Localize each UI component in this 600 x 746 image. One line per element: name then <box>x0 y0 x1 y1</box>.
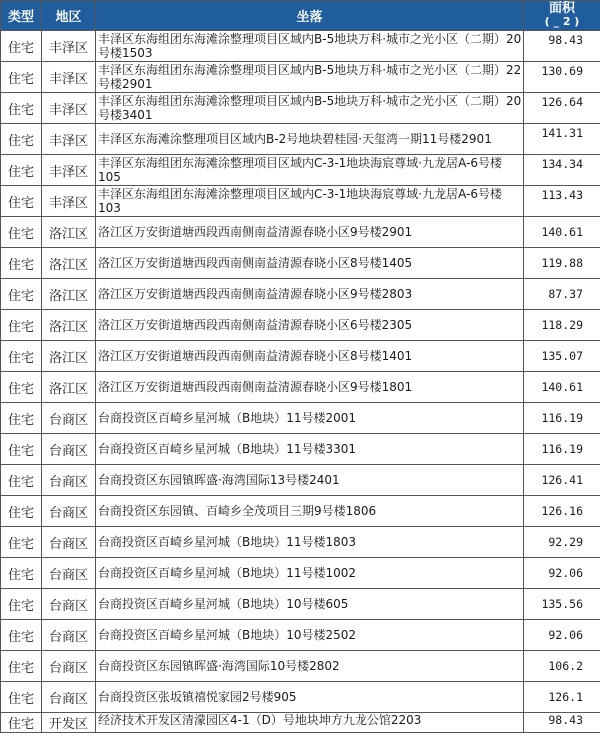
table-row <box>1 186 600 217</box>
cell-location: 洛江区万安街道塘西段西南侧南益清源春晓小区8号楼1401 <box>96 341 524 372</box>
cell-location: 台商投资区东园镇、百崎乡全茂项目三期9号楼1806 <box>96 496 524 527</box>
cell-area: 119.88 <box>524 248 600 279</box>
cell-district: 洛江区 <box>42 372 96 403</box>
table-row <box>1 620 600 651</box>
cell-type: 住宅 <box>1 186 42 217</box>
cell-location: 台商投资区东园镇晖盛·海湾国际10号楼2802 <box>96 651 524 682</box>
cell-location: 洛江区万安街道塘西段西南侧南益清源春晓小区9号楼2803 <box>96 279 524 310</box>
cell-district: 开发区 <box>42 713 96 733</box>
table-row <box>1 279 600 310</box>
cell-district: 台商区 <box>42 496 96 527</box>
cell-area: 140.61 <box>524 217 600 248</box>
cell-type: 住宅 <box>1 527 42 558</box>
table-row <box>1 434 600 465</box>
cell-area: 126.1 <box>524 682 600 713</box>
cell-district: 洛江区 <box>42 310 96 341</box>
cell-area: 126.41 <box>524 465 600 496</box>
cell-district: 丰泽区 <box>42 62 96 93</box>
header-area <box>524 1 600 31</box>
table-row <box>1 403 600 434</box>
header-row <box>1 1 600 31</box>
cell-type: 住宅 <box>1 372 42 403</box>
cell-district: 丰泽区 <box>42 155 96 186</box>
cell-district: 洛江区 <box>42 248 96 279</box>
cell-type: 住宅 <box>1 341 42 372</box>
cell-area: 135.07 <box>524 341 600 372</box>
cell-type: 住宅 <box>1 155 42 186</box>
cell-area: 98.43 <box>524 713 600 733</box>
cell-district: 丰泽区 <box>42 31 96 62</box>
cell-location: 丰泽区东海组团东海滩涂整理项目区域内C-3-1地块海宸尊域·九龙居A-6号楼103 <box>96 186 524 217</box>
header-location: 坐落 <box>96 1 524 31</box>
cell-district: 台商区 <box>42 651 96 682</box>
cell-location: 台商投资区百崎乡星河城（B地块）11号楼1803 <box>96 527 524 558</box>
table-row <box>1 558 600 589</box>
cell-area: 140.61 <box>524 372 600 403</box>
cell-type: 住宅 <box>1 62 42 93</box>
cell-location: 洛江区万安街道塘西段西南侧南益清源春晓小区6号楼2305 <box>96 310 524 341</box>
table-row <box>1 372 600 403</box>
cell-area: 87.37 <box>524 279 600 310</box>
cell-type: 住宅 <box>1 248 42 279</box>
header-area-unit: ( _ 2 ) <box>544 15 580 28</box>
cell-type: 住宅 <box>1 713 42 733</box>
cell-area: 113.43 <box>524 186 600 217</box>
table-row <box>1 465 600 496</box>
cell-type: 住宅 <box>1 620 42 651</box>
cell-type: 住宅 <box>1 403 42 434</box>
table-row <box>1 496 600 527</box>
cell-location: 台商投资区百崎乡星河城（B地块）10号楼605 <box>96 589 524 620</box>
cell-type: 住宅 <box>1 434 42 465</box>
cell-location: 台商投资区张坂镇禧悦家园2号楼905 <box>96 682 524 713</box>
table-row <box>1 589 600 620</box>
cell-district: 台商区 <box>42 589 96 620</box>
cell-area: 92.06 <box>524 620 600 651</box>
header-district: 地区 <box>42 1 96 31</box>
cell-location: 台商投资区百崎乡星河城（B地块）11号楼2001 <box>96 403 524 434</box>
table-row <box>1 155 600 186</box>
table-row <box>1 62 600 93</box>
cell-type: 住宅 <box>1 651 42 682</box>
cell-district: 丰泽区 <box>42 186 96 217</box>
cell-type: 住宅 <box>1 124 42 155</box>
cell-type: 住宅 <box>1 682 42 713</box>
cell-district: 丰泽区 <box>42 93 96 124</box>
cell-district: 台商区 <box>42 527 96 558</box>
cell-area: 116.19 <box>524 403 600 434</box>
table-row <box>1 310 600 341</box>
table-row <box>1 651 600 682</box>
table-row <box>1 31 600 62</box>
cell-type: 住宅 <box>1 465 42 496</box>
cell-location: 台商投资区百崎乡星河城（B地块）11号楼3301 <box>96 434 524 465</box>
cell-location: 洛江区万安街道塘西段西南侧南益清源春晓小区8号楼1405 <box>96 248 524 279</box>
table-row <box>1 713 600 733</box>
cell-location: 丰泽区东海组团东海滩涂整理项目区域内B-5地块万科·城市之光小区（二期）20号楼3401 <box>96 93 524 124</box>
cell-type: 住宅 <box>1 589 42 620</box>
cell-district: 台商区 <box>42 620 96 651</box>
cell-area: 118.29 <box>524 310 600 341</box>
cell-area: 130.69 <box>524 62 600 93</box>
cell-area: 116.19 <box>524 434 600 465</box>
cell-type: 住宅 <box>1 558 42 589</box>
cell-location: 丰泽区东海组团东海滩涂整理项目区域内B-5地块万科·城市之光小区（二期）20号楼1503 <box>96 31 524 62</box>
cell-location: 经济技术开发区清濛园区4-1（D）号地块坤方九龙公馆2203 <box>96 713 524 733</box>
cell-type: 住宅 <box>1 31 42 62</box>
cell-area: 92.29 <box>524 527 600 558</box>
cell-type: 住宅 <box>1 496 42 527</box>
cell-type: 住宅 <box>1 310 42 341</box>
cell-district: 洛江区 <box>42 341 96 372</box>
cell-location: 丰泽区东海滩涂整理项目区域内B-2号地块碧桂园·天玺湾一期11号楼2901 <box>96 124 524 155</box>
cell-type: 住宅 <box>1 217 42 248</box>
cell-area: 134.34 <box>524 155 600 186</box>
table-row <box>1 93 600 124</box>
header-type: 类型 <box>1 1 42 31</box>
cell-location: 台商投资区百崎乡星河城（B地块）10号楼2502 <box>96 620 524 651</box>
table-row <box>1 217 600 248</box>
cell-location: 丰泽区东海组团东海滩涂整理项目区域内C-3-1地块海宸尊域·九龙居A-6号楼105 <box>96 155 524 186</box>
cell-area: 106.2 <box>524 651 600 682</box>
cell-type: 住宅 <box>1 93 42 124</box>
cell-area: 92.06 <box>524 558 600 589</box>
cell-district: 台商区 <box>42 682 96 713</box>
cell-district: 丰泽区 <box>42 124 96 155</box>
cell-location: 洛江区万安街道塘西段西南侧南益清源春晓小区9号楼2901 <box>96 217 524 248</box>
cell-area: 98.43 <box>524 31 600 62</box>
table-row <box>1 682 600 713</box>
header-area-label: 面积 <box>548 1 575 16</box>
cell-area: 126.16 <box>524 496 600 527</box>
table-row <box>1 341 600 372</box>
cell-district: 台商区 <box>42 434 96 465</box>
cell-location: 丰泽区东海组团东海滩涂整理项目区域内B-5地块万科·城市之光小区（二期）22号楼2901 <box>96 62 524 93</box>
cell-district: 台商区 <box>42 558 96 589</box>
cell-type: 住宅 <box>1 279 42 310</box>
table-row <box>1 124 600 155</box>
cell-area: 141.31 <box>524 124 600 155</box>
cell-district: 洛江区 <box>42 279 96 310</box>
cell-location: 台商投资区百崎乡星河城（B地块）11号楼1002 <box>96 558 524 589</box>
table-row <box>1 248 600 279</box>
cell-location: 台商投资区东园镇晖盛·海湾国际13号楼2401 <box>96 465 524 496</box>
table-row <box>1 527 600 558</box>
cell-district: 洛江区 <box>42 217 96 248</box>
cell-area: 135.56 <box>524 589 600 620</box>
cell-location: 洛江区万安街道塘西段西南侧南益清源春晓小区9号楼1801 <box>96 372 524 403</box>
cell-district: 台商区 <box>42 465 96 496</box>
cell-district: 台商区 <box>42 403 96 434</box>
cell-area: 126.64 <box>524 93 600 124</box>
